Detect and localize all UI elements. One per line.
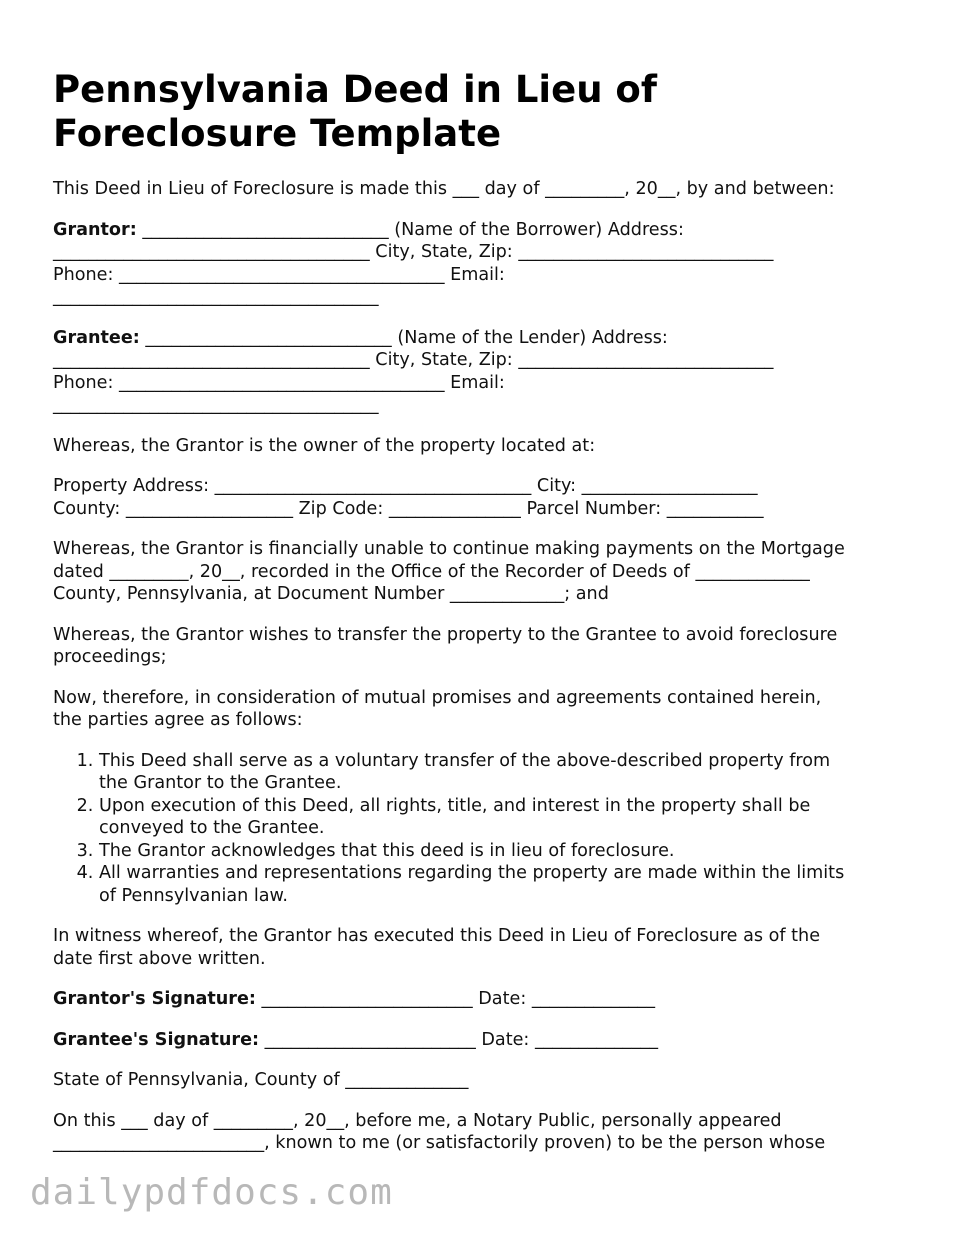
- title-line-1: Pennsylvania Deed in Lieu of: [53, 68, 657, 111]
- grantee-signature-fields: ________________________ Date: ______________: [259, 1029, 659, 1050]
- property-block: [53, 475, 913, 520]
- whereas-owner-paragraph: Whereas, the Grantor is the owner of the property located at:: [53, 435, 596, 456]
- grantor-name-line: ____________________________ (Name of the Borrower) Address:: [136, 219, 684, 240]
- term-1-line-2: the Grantor to the Grantee.: [99, 773, 342, 793]
- whereas-transfer-line-1: Whereas, the Grantor wishes to transfer the property to the Grantee to avoid foreclosure: [53, 624, 838, 645]
- now-therefore-line-2: the parties agree as follows:: [53, 710, 303, 730]
- grantor-phone-line: Phone: _____________________________________ Email:: [53, 264, 505, 285]
- term-4-line-2: of Pennsylvanian law.: [99, 885, 288, 906]
- term-2-line-1: Upon execution of this Deed, all rights, title, and interest in the property shall be: [99, 795, 811, 816]
- term-1-line-1: This Deed shall serve as a voluntary transfer of the above-described property from: [99, 750, 831, 771]
- grantee-phone-line: Phone: _____________________________________ Email:: [53, 372, 505, 393]
- grantee-block: [53, 327, 913, 417]
- list-item: [99, 795, 913, 840]
- now-therefore-paragraph: [53, 687, 913, 732]
- notary-line-1: On this ___ day of _________, 20__, before me, a Notary Public, personally appeared: [53, 1110, 782, 1131]
- watermark: dailypdfdocs.com: [30, 1172, 393, 1213]
- whereas-transfer-paragraph: [53, 624, 913, 669]
- page-title: [53, 68, 913, 156]
- whereas-unable-paragraph: [53, 538, 913, 606]
- term-2-line-2: conveyed to the Grantee.: [99, 818, 325, 838]
- grantor-label: Grantor:: [53, 219, 137, 240]
- grantor-signature-label: Grantor's Signature:: [53, 989, 256, 1009]
- witness-paragraph: [53, 925, 913, 970]
- now-therefore-line-1: Now, therefore, in consideration of mutual promises and agreements contained herein,: [53, 687, 822, 708]
- grantee-email-line: _____________________________________: [53, 395, 379, 415]
- list-item: [99, 750, 913, 795]
- list-item: [99, 862, 913, 907]
- notary-line-2: ________________________, known to me (or satisfactorily proven) to be the person whose: [53, 1133, 826, 1153]
- grantee-address-line: ____________________________________ City, State, Zip: _____________________________: [53, 350, 774, 370]
- grantee-name-line: ____________________________ (Name of the Lender) Address:: [139, 327, 668, 348]
- grantee-label: Grantee:: [53, 327, 140, 348]
- notary-paragraph: [53, 1110, 913, 1155]
- grantor-signature-fields: ________________________ Date: ______________: [255, 989, 655, 1009]
- term-4-line-1: All warranties and representations regarding the property are made within the limits: [99, 863, 845, 883]
- document-page: [53, 68, 913, 1173]
- whereas-unable-line-3: County, Pennsylvania, at Document Number _____________; and: [53, 584, 609, 604]
- whereas-transfer-line-2: proceedings;: [53, 647, 167, 667]
- whereas-unable-line-1: Whereas, the Grantor is financially unable to continue making payments on the Mortgage: [53, 539, 845, 559]
- intro-paragraph: This Deed in Lieu of Foreclosure is made this ___ day of _________, 20__, by and between:: [53, 179, 835, 199]
- witness-line-2: date first above written.: [53, 948, 266, 969]
- grantor-signature-line: [53, 988, 913, 1011]
- title-line-2: Foreclosure Template: [53, 112, 502, 155]
- list-item: [99, 840, 913, 863]
- grantee-signature-line: [53, 1029, 913, 1052]
- property-county-line: County: ___________________ Zip Code: _______________ Parcel Number: ___________: [53, 498, 764, 519]
- term-3-line-1: The Grantor acknowledges that this deed is in lieu of foreclosure.: [99, 840, 675, 861]
- witness-line-1: In witness whereof, the Grantor has executed this Deed in Lieu of Foreclosure as of the: [53, 926, 821, 946]
- grantee-signature-label: Grantee's Signature:: [53, 1029, 260, 1050]
- grantor-block: [53, 219, 913, 309]
- terms-list: [53, 750, 913, 908]
- property-address-line: Property Address: ____________________________________ City: ____________________: [53, 476, 758, 496]
- whereas-unable-line-2: dated _________, 20__, recorded in the Office of the Recorder of Deeds of _____________: [53, 561, 810, 582]
- grantor-address-line: ____________________________________ City, State, Zip: _____________________________: [53, 242, 774, 262]
- grantor-email-line: _____________________________________: [53, 287, 379, 307]
- state-county-line: State of Pennsylvania, County of ______________: [53, 1070, 469, 1090]
